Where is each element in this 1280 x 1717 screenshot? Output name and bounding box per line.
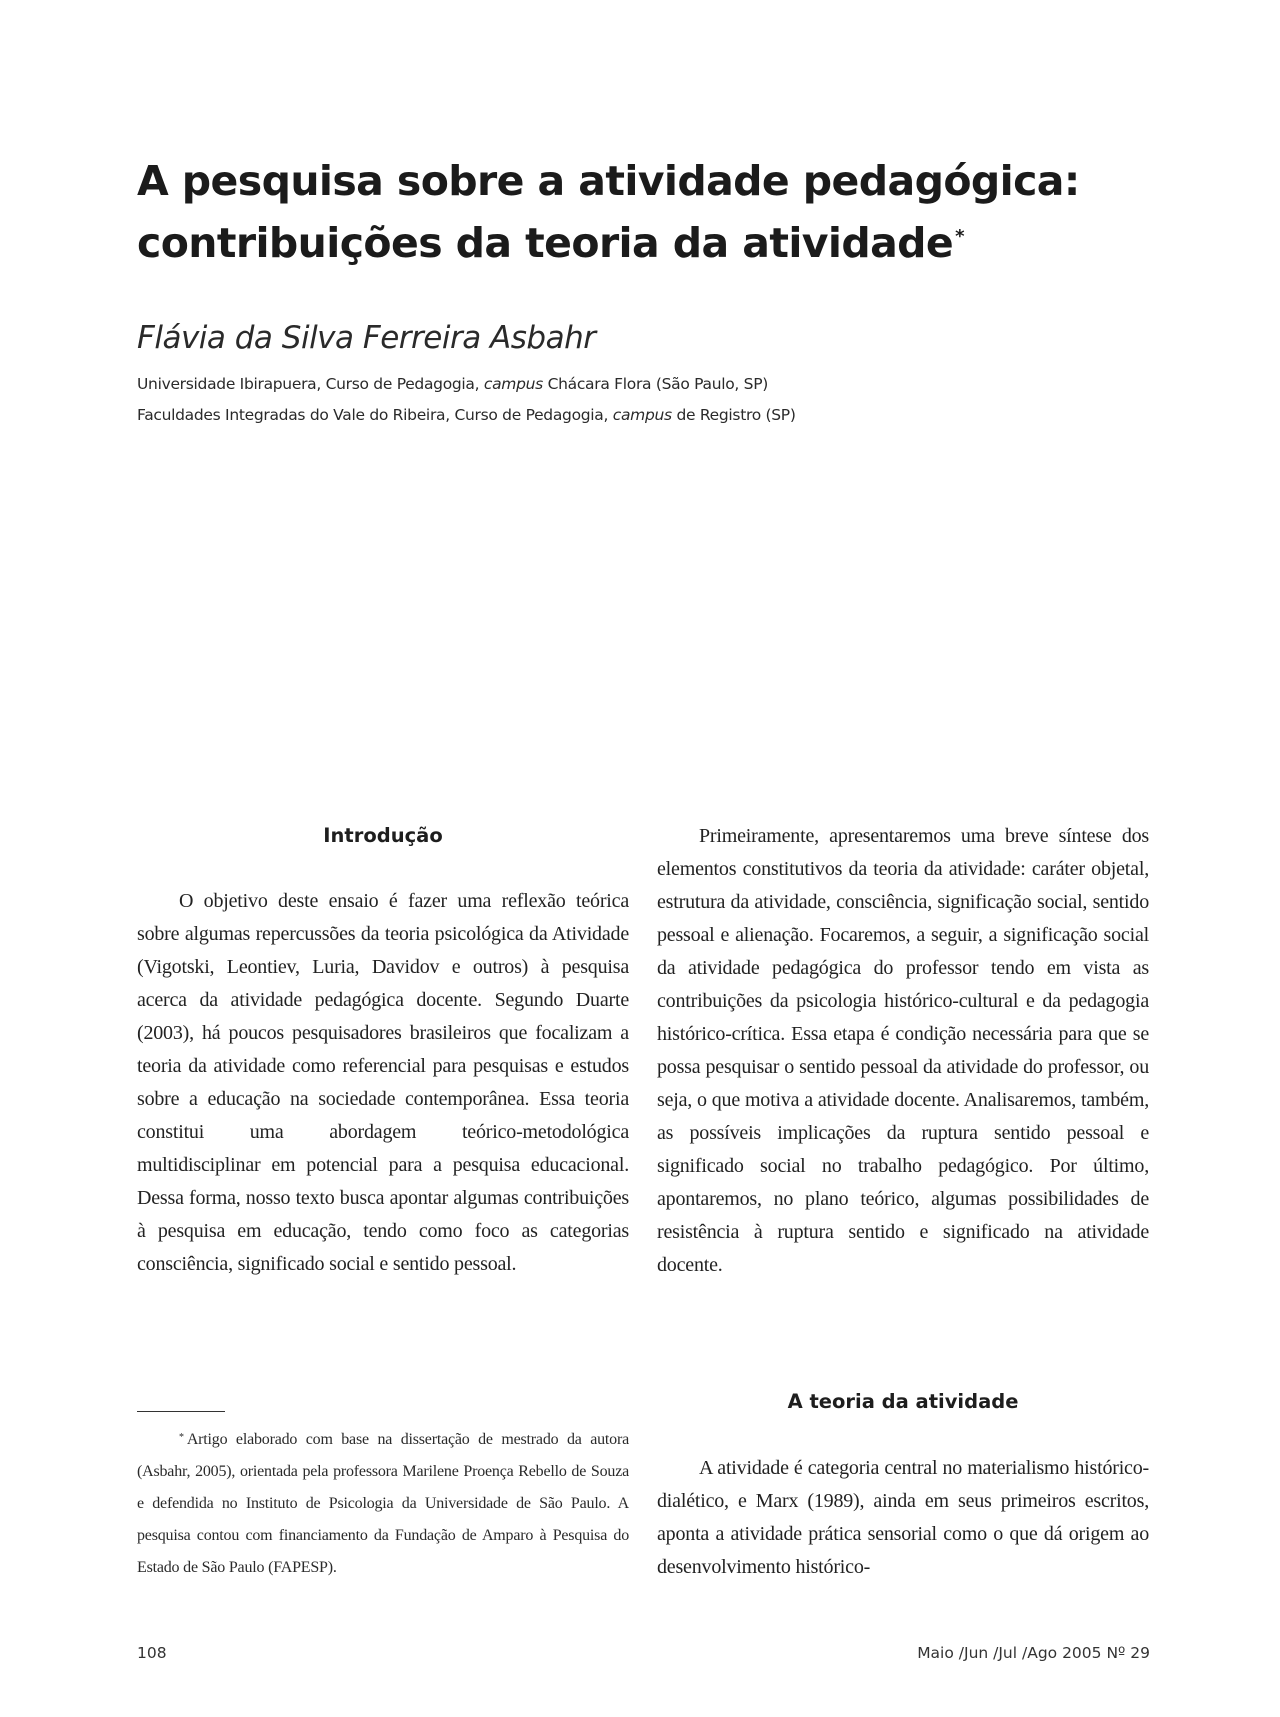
affiliation-2: [137, 406, 796, 424]
affiliation-2-post: de Registro (SP): [671, 406, 796, 424]
article-title: [137, 150, 1177, 274]
affiliation-2-pre: Faculdades Integradas do Vale do Ribeira, Curso de Pedagogia,: [137, 406, 613, 424]
issue-info: Maio /Jun /Jul /Ago 2005 Nº 29: [917, 1644, 1150, 1662]
introduction-paragraph: O objetivo deste ensaio é fazer uma reflexão teórica sobre algumas repercussões da teoria psicológica da Atividade (Vigotski, Leontiev, Luria, Davidov e outros) à pesquisa acerca da atividade pedagógica docente. Segundo Duarte (2003), há poucos pesquisadores brasileiros que focalizam a teoria da atividade como referencial para pesquisas e estudos sobre a educação na sociedade contemporânea. Essa teoria constitui uma abordagem teórico-metodológica multidisciplinar em potencial para a pesquisa educacional. Dessa forma, nosso texto busca apontar algumas contribuições à pesquisa em educação, tendo como foco as categorias consciência, significado social e sentido pessoal.: [137, 890, 629, 1275]
affiliation-1-pre: Universidade Ibirapuera, Curso de Pedagogia,: [137, 375, 484, 393]
activity-theory-heading: A teoria da atividade: [787, 1390, 1019, 1413]
author-name: Flávia da Silva Ferreira Asbahr: [137, 320, 596, 356]
title-line-2: contribuições da teoria da atividade: [137, 219, 954, 267]
title-line-1: A pesquisa sobre a atividade pedagógica:: [137, 157, 1080, 205]
activity-theory-paragraph: A atividade é categoria central no materialismo histórico-dialético, e Marx (1989), ainda em seus primeiros escritos, aponta a atividade prática sensorial como o que dá origem ao desenvolvimento histórico-: [657, 1457, 1149, 1578]
overview-paragraph: Primeiramente, apresentaremos uma breve síntese dos elementos constitutivos da teoria da atividade: caráter objetal, estrutura da atividade, consciência, significação social, sentido pessoal e alienação. Focaremos, a seguir, a significação social da atividade pedagógica do professor tendo em vista as contribuições da psicologia histórico-cultural e da pedagogia histórico-crítica. Essa etapa é condição necessária para que se possa pesquisar o sentido pessoal da atividade do professor, ou seja, o que motiva a atividade docente. Analisaremos, também, as possíveis implicações da ruptura sentido pessoal e significado social no trabalho pedagógico. Por último, apontaremos, no plano teórico, algumas possibilidades de resistência à ruptura sentido e significado na atividade docente.: [657, 825, 1149, 1276]
affiliation-1-campus: campus: [483, 375, 543, 393]
affiliation-1-post: Chácara Flora (São Paulo, SP): [542, 375, 768, 393]
affiliation-1: [137, 375, 768, 393]
page-number: 108: [137, 1644, 167, 1662]
affiliation-2-campus: campus: [612, 406, 672, 424]
title-footnote-marker: *: [955, 226, 964, 247]
introduction-heading: Introdução: [323, 824, 443, 847]
footnote-text: Artigo elaborado com base na dissertação de mestrado da autora (Asbahr, 2005), orientada pela professora Marilene Proença Rebello de Souza e defendida no Instituto de Psicologia da Universidade de São Paulo. A pesquisa contou com financiamento da Fundação de Amparo à Pesquisa do Estado de São Paulo (FAPESP).: [137, 1431, 629, 1576]
footnote: [137, 1424, 629, 1584]
footnote-divider: [137, 1411, 225, 1412]
footnote-marker: *: [179, 1432, 184, 1443]
